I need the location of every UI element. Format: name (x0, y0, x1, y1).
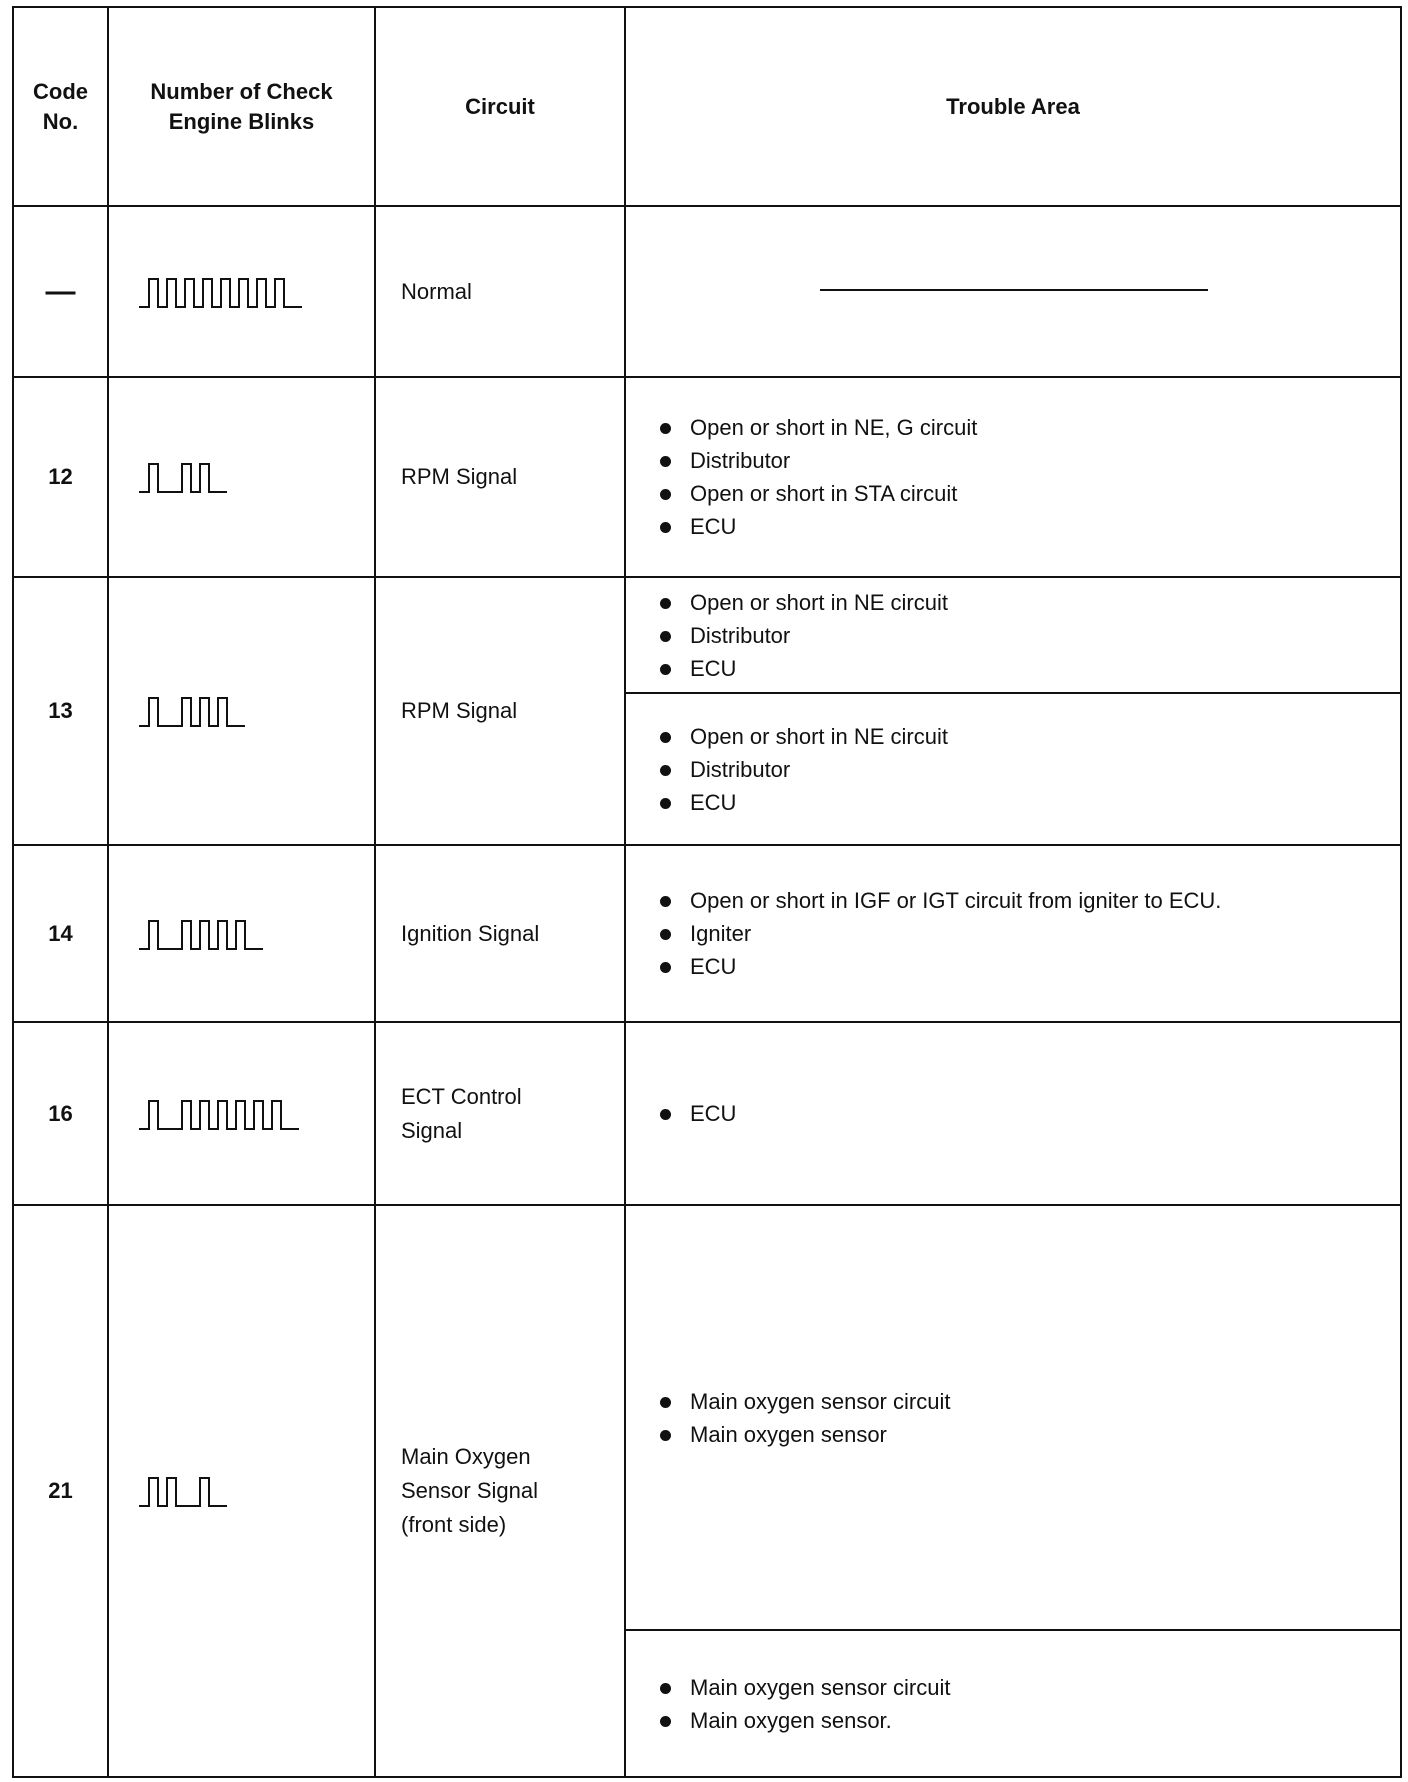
trouble-list (660, 884, 1221, 983)
circuit-cell: RPM Signal (401, 698, 518, 723)
trouble-list (660, 1671, 950, 1737)
trouble-item: Open or short in IGF or IGT circuit from igniter to ECU. (660, 884, 1221, 917)
trouble-list (660, 1385, 950, 1451)
trouble-list (660, 586, 948, 685)
code-cell: 14 (48, 920, 73, 946)
blink-pattern-cell (109, 1206, 374, 1776)
code-cell: 16 (48, 1100, 73, 1126)
code-cell: — (45, 274, 76, 308)
trouble-item: Open or short in NE, G circuit (660, 411, 977, 444)
blink-pattern-icon (139, 460, 229, 494)
trouble-item: Main oxygen sensor. (660, 1704, 950, 1737)
trouble-item: Open or short in NE circuit (660, 586, 948, 619)
blink-pattern-icon (139, 1474, 229, 1508)
trouble-area-cell (626, 1023, 1400, 1204)
blink-waveform (139, 698, 245, 726)
blink-pattern-cell (109, 1023, 374, 1204)
code-cell: 21 (48, 1478, 73, 1503)
trouble-item: Main oxygen sensor (660, 1418, 950, 1451)
trouble-item: Distributor (660, 619, 948, 652)
blink-waveform (139, 921, 263, 949)
blink-pattern-cell (109, 846, 374, 1021)
blink-pattern-icon (139, 917, 265, 951)
header-blinks: Number of Check Engine Blinks (150, 78, 333, 134)
header-code-no: Code No. (33, 78, 88, 134)
code-cell: 13 (48, 698, 73, 723)
blink-waveform (139, 1478, 227, 1506)
blink-pattern-cell (109, 578, 374, 844)
table-border-bottom (12, 1776, 1402, 1778)
header-circuit: Circuit (465, 93, 535, 119)
trouble-item: Main oxygen sensor circuit (660, 1385, 950, 1418)
trouble-list (660, 411, 977, 543)
blink-pattern-icon (139, 275, 304, 309)
trouble-code-table (12, 6, 1402, 1778)
trouble-area-cell (626, 1631, 1400, 1776)
trouble-item: Open or short in NE circuit (660, 720, 948, 753)
circuit-cell: Main Oxygen Sensor Signal (front side) (401, 1444, 538, 1537)
trouble-list (660, 1097, 736, 1130)
circuit-cell: ECT Control Signal (401, 1083, 522, 1143)
blink-waveform (139, 279, 302, 307)
blink-pattern-cell (109, 207, 374, 376)
blink-waveform (139, 464, 227, 492)
blink-pattern-icon (139, 1097, 301, 1131)
trouble-item: Igniter (660, 917, 1221, 950)
trouble-item: ECU (660, 1097, 736, 1130)
circuit-cell: Ignition Signal (401, 920, 540, 946)
trouble-item: ECU (660, 652, 948, 685)
trouble-item: ECU (660, 510, 977, 543)
blink-waveform (139, 1101, 299, 1129)
trouble-area-cell (626, 578, 1400, 692)
trouble-item: Distributor (660, 444, 977, 477)
trouble-item: Main oxygen sensor circuit (660, 1671, 950, 1704)
trouble-area-cell (626, 378, 1400, 576)
code-cell: 12 (48, 464, 73, 489)
circuit-cell: Normal (401, 278, 472, 304)
circuit-cell: RPM Signal (401, 464, 518, 489)
no-trouble-line (820, 289, 1208, 291)
trouble-list (660, 720, 948, 819)
trouble-area-cell (626, 694, 1400, 844)
trouble-item: ECU (660, 786, 948, 819)
trouble-item: Distributor (660, 753, 948, 786)
header-trouble-area: Trouble Area (946, 93, 1080, 119)
blink-pattern-icon (139, 694, 247, 728)
trouble-area-cell (626, 846, 1400, 1021)
trouble-item: ECU (660, 950, 1221, 983)
trouble-item: Open or short in STA circuit (660, 477, 977, 510)
trouble-area-cell (626, 1206, 1400, 1629)
blink-pattern-cell (109, 378, 374, 576)
table-border-right (1400, 6, 1402, 1778)
